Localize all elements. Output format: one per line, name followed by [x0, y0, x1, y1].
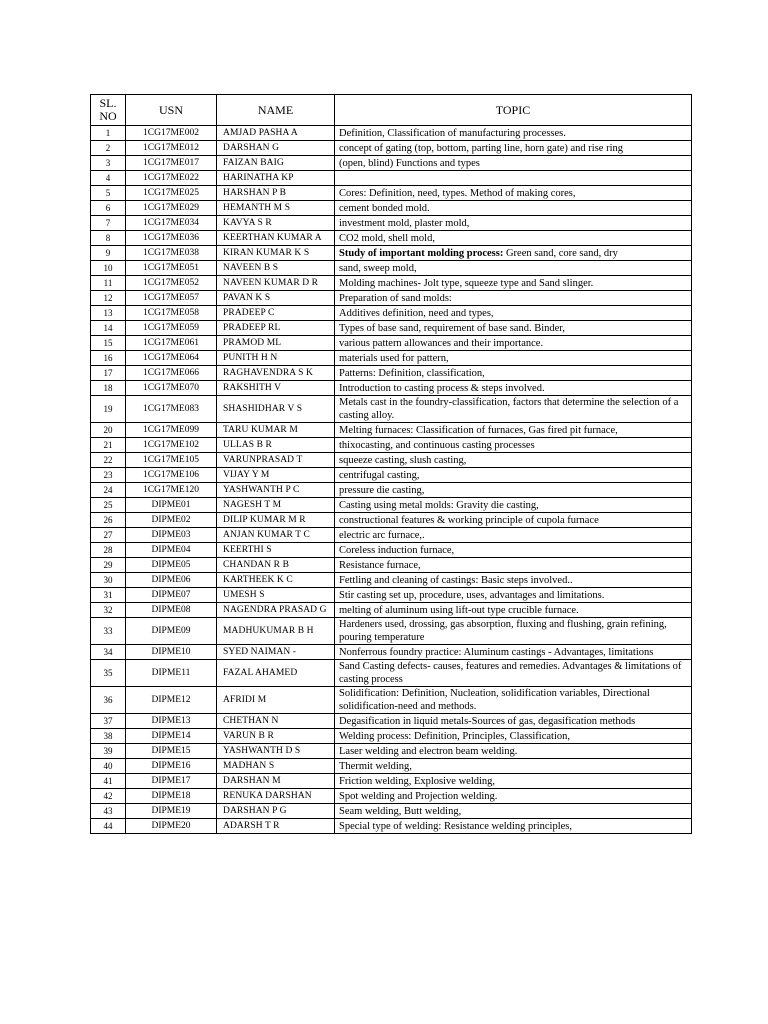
row-usn: 1CG17ME038: [126, 246, 217, 261]
row-topic: [335, 246, 692, 261]
row-name: TARU KUMAR M: [217, 423, 335, 438]
row-topic: melting of aluminum using lift-out type crucible furnace.: [335, 603, 692, 618]
table-row: [91, 645, 692, 660]
row-topic: concept of gating (top, bottom, parting line, horn gate) and rise ring: [335, 141, 692, 156]
row-name: PUNITH H N: [217, 351, 335, 366]
row-name: NAGESH T M: [217, 498, 335, 513]
header-usn: USN: [126, 95, 217, 126]
row-topic: Resistance furnace,: [335, 558, 692, 573]
table-row: [91, 453, 692, 468]
row-topic: cement bonded mold.: [335, 201, 692, 216]
header-topic: TOPIC: [335, 95, 692, 126]
row-topic: Welding process: Definition, Principles, Classification,: [335, 729, 692, 744]
row-sl-no: 6: [91, 201, 126, 216]
row-topic: thixocasting, and continuous casting processes: [335, 438, 692, 453]
row-usn: DIPME12: [126, 687, 217, 714]
row-topic: Special type of welding: Resistance welding principles,: [335, 819, 692, 834]
row-sl-no: 31: [91, 588, 126, 603]
row-sl-no: 1: [91, 126, 126, 141]
row-sl-no: 4: [91, 171, 126, 186]
row-name: KEERTHI S: [217, 543, 335, 558]
table-row: [91, 729, 692, 744]
row-usn: DIPME08: [126, 603, 217, 618]
table-row: [91, 261, 692, 276]
table-row: [91, 804, 692, 819]
row-usn: 1CG17ME099: [126, 423, 217, 438]
row-topic: materials used for pattern,: [335, 351, 692, 366]
row-usn: 1CG17ME057: [126, 291, 217, 306]
row-sl-no: 5: [91, 186, 126, 201]
table-body: [91, 126, 692, 834]
row-usn: 1CG17ME105: [126, 453, 217, 468]
row-name: MADHAN S: [217, 759, 335, 774]
row-name: DARSHAN P G: [217, 804, 335, 819]
table-row: [91, 396, 692, 423]
row-sl-no: 12: [91, 291, 126, 306]
row-name: HARINATHA KP: [217, 171, 335, 186]
table-row: [91, 156, 692, 171]
row-name: CHETHAN N: [217, 714, 335, 729]
table-row: [91, 498, 692, 513]
row-name: DILIP KUMAR M R: [217, 513, 335, 528]
row-sl-no: 28: [91, 543, 126, 558]
table-row: [91, 483, 692, 498]
row-sl-no: 23: [91, 468, 126, 483]
row-topic: electric arc furnace,.: [335, 528, 692, 543]
table-row: [91, 231, 692, 246]
row-usn: 1CG17ME002: [126, 126, 217, 141]
row-topic: Coreless induction furnace,: [335, 543, 692, 558]
row-sl-no: 40: [91, 759, 126, 774]
table-row: [91, 468, 692, 483]
row-sl-no: 22: [91, 453, 126, 468]
row-topic: Definition, Classification of manufacturing processes.: [335, 126, 692, 141]
row-sl-no: 7: [91, 216, 126, 231]
row-usn: DIPME16: [126, 759, 217, 774]
table-row: [91, 321, 692, 336]
row-usn: 1CG17ME064: [126, 351, 217, 366]
row-usn: 1CG17ME066: [126, 366, 217, 381]
row-name: NAGENDRA PRASAD G: [217, 603, 335, 618]
row-sl-no: 37: [91, 714, 126, 729]
table-row: [91, 351, 692, 366]
row-name: KEERTHAN KUMAR A: [217, 231, 335, 246]
row-name: HEMANTH M S: [217, 201, 335, 216]
table-row: [91, 438, 692, 453]
row-name: DARSHAN M: [217, 774, 335, 789]
row-topic: Spot welding and Projection welding.: [335, 789, 692, 804]
row-name: DARSHAN G: [217, 141, 335, 156]
row-topic: Stir casting set up, procedure, uses, advantages and limitations.: [335, 588, 692, 603]
table-row: [91, 186, 692, 201]
row-name: PRAMOD ML: [217, 336, 335, 351]
row-name: KARTHEEK K C: [217, 573, 335, 588]
row-topic: Nonferrous foundry practice: Aluminum castings - Advantages, limitations: [335, 645, 692, 660]
row-usn: DIPME15: [126, 744, 217, 759]
row-topic: Degasification in liquid metals-Sources of gas, degasification methods: [335, 714, 692, 729]
row-name: ULLAS B R: [217, 438, 335, 453]
row-name: RENUKA DARSHAN: [217, 789, 335, 804]
row-sl-no: 16: [91, 351, 126, 366]
row-sl-no: 2: [91, 141, 126, 156]
row-sl-no: 41: [91, 774, 126, 789]
table-row: [91, 789, 692, 804]
table-row: [91, 423, 692, 438]
row-topic: CO2 mold, shell mold,: [335, 231, 692, 246]
table-row: [91, 381, 692, 396]
table-row: [91, 714, 692, 729]
row-topic: Friction welding, Explosive welding,: [335, 774, 692, 789]
row-usn: 1CG17ME070: [126, 381, 217, 396]
table-row: [91, 246, 692, 261]
row-topic: Seam welding, Butt welding,: [335, 804, 692, 819]
row-name: PRADEEP RL: [217, 321, 335, 336]
table-row: [91, 126, 692, 141]
row-usn: 1CG17ME051: [126, 261, 217, 276]
table-row: [91, 201, 692, 216]
row-sl-no: 33: [91, 618, 126, 645]
row-usn: 1CG17ME120: [126, 483, 217, 498]
row-sl-no: 14: [91, 321, 126, 336]
row-topic: Cores: Definition, need, types. Method of making cores,: [335, 186, 692, 201]
row-sl-no: 20: [91, 423, 126, 438]
table-row: [91, 744, 692, 759]
row-name: HARSHAN P B: [217, 186, 335, 201]
table-row: [91, 216, 692, 231]
row-usn: DIPME19: [126, 804, 217, 819]
table-row: [91, 543, 692, 558]
row-sl-no: 36: [91, 687, 126, 714]
row-sl-no: 15: [91, 336, 126, 351]
table-row: [91, 558, 692, 573]
row-name: YASHWANTH P C: [217, 483, 335, 498]
header-name: NAME: [217, 95, 335, 126]
row-sl-no: 38: [91, 729, 126, 744]
row-topic: Introduction to casting process & steps involved.: [335, 381, 692, 396]
table-row: [91, 687, 692, 714]
row-sl-no: 42: [91, 789, 126, 804]
row-usn: DIPME18: [126, 789, 217, 804]
row-usn: DIPME20: [126, 819, 217, 834]
row-topic: (open, blind) Functions and types: [335, 156, 692, 171]
row-topic: Solidification: Definition, Nucleation, solidification variables, Directional solidification-need and methods.: [335, 687, 692, 714]
row-name: KAVYA S R: [217, 216, 335, 231]
table-row: [91, 141, 692, 156]
row-sl-no: 29: [91, 558, 126, 573]
row-name: ADARSH T R: [217, 819, 335, 834]
row-usn: DIPME01: [126, 498, 217, 513]
row-sl-no: 10: [91, 261, 126, 276]
row-sl-no: 19: [91, 396, 126, 423]
row-sl-no: 24: [91, 483, 126, 498]
row-usn: DIPME11: [126, 660, 217, 687]
row-usn: DIPME02: [126, 513, 217, 528]
row-name: AFRIDI M: [217, 687, 335, 714]
row-name: KIRAN KUMAR K S: [217, 246, 335, 261]
row-usn: 1CG17ME106: [126, 468, 217, 483]
row-sl-no: 21: [91, 438, 126, 453]
row-sl-no: 9: [91, 246, 126, 261]
row-sl-no: 8: [91, 231, 126, 246]
row-name: NAVEEN KUMAR D R: [217, 276, 335, 291]
row-name: PRADEEP C: [217, 306, 335, 321]
row-topic-text: Green sand, core sand, dry: [503, 247, 618, 259]
row-topic-bold: Study of important molding process:: [339, 247, 504, 259]
row-usn: DIPME14: [126, 729, 217, 744]
row-usn: DIPME04: [126, 543, 217, 558]
row-topic: squeeze casting, slush casting,: [335, 453, 692, 468]
row-topic: Hardeners used, drossing, gas absorption, fluxing and flushing, grain refining, pouring temperature: [335, 618, 692, 645]
row-name: VARUNPRASAD T: [217, 453, 335, 468]
row-topic: pressure die casting,: [335, 483, 692, 498]
row-name: MADHUKUMAR B H: [217, 618, 335, 645]
table-row: [91, 336, 692, 351]
row-usn: DIPME07: [126, 588, 217, 603]
row-usn: 1CG17ME058: [126, 306, 217, 321]
row-topic: Sand Casting defects- causes, features and remedies. Advantages & limitations of casting process: [335, 660, 692, 687]
row-sl-no: 30: [91, 573, 126, 588]
row-usn: DIPME17: [126, 774, 217, 789]
row-name: VIJAY Y M: [217, 468, 335, 483]
row-sl-no: 39: [91, 744, 126, 759]
row-name: SYED NAIMAN -: [217, 645, 335, 660]
row-sl-no: 25: [91, 498, 126, 513]
row-usn: 1CG17ME052: [126, 276, 217, 291]
row-name: CHANDAN R B: [217, 558, 335, 573]
row-usn: DIPME10: [126, 645, 217, 660]
row-usn: DIPME03: [126, 528, 217, 543]
row-sl-no: 32: [91, 603, 126, 618]
table-row: [91, 306, 692, 321]
table-row: [91, 528, 692, 543]
row-topic: [335, 171, 692, 186]
row-name: FAZAL AHAMED: [217, 660, 335, 687]
row-name: NAVEEN B S: [217, 261, 335, 276]
row-usn: 1CG17ME059: [126, 321, 217, 336]
row-topic: Laser welding and electron beam welding.: [335, 744, 692, 759]
row-usn: 1CG17ME061: [126, 336, 217, 351]
topic-allocation-table: [90, 94, 692, 834]
table-row: [91, 573, 692, 588]
row-usn: DIPME06: [126, 573, 217, 588]
row-topic: Patterns: Definition, classification,: [335, 366, 692, 381]
row-usn: 1CG17ME012: [126, 141, 217, 156]
table-row: [91, 759, 692, 774]
row-name: SHASHIDHAR V S: [217, 396, 335, 423]
table-row: [91, 618, 692, 645]
row-topic: Metals cast in the foundry-classification, factors that determine the selection of a casting alloy.: [335, 396, 692, 423]
table-row: [91, 819, 692, 834]
row-usn: DIPME13: [126, 714, 217, 729]
row-topic: investment mold, plaster mold,: [335, 216, 692, 231]
row-usn: 1CG17ME025: [126, 186, 217, 201]
row-sl-no: 11: [91, 276, 126, 291]
table-row: [91, 366, 692, 381]
row-name: ANJAN KUMAR T C: [217, 528, 335, 543]
header-row: [91, 95, 692, 126]
row-name: RAGHAVENDRA S K: [217, 366, 335, 381]
table-row: [91, 774, 692, 789]
row-sl-no: 18: [91, 381, 126, 396]
row-usn: 1CG17ME029: [126, 201, 217, 216]
row-topic: Preparation of sand molds:: [335, 291, 692, 306]
row-topic: Types of base sand, requirement of base sand. Binder,: [335, 321, 692, 336]
row-usn: 1CG17ME022: [126, 171, 217, 186]
table-row: [91, 276, 692, 291]
row-name: FAIZAN BAIG: [217, 156, 335, 171]
row-topic: Fettling and cleaning of castings: Basic steps involved..: [335, 573, 692, 588]
table-row: [91, 291, 692, 306]
row-sl-no: 44: [91, 819, 126, 834]
row-sl-no: 13: [91, 306, 126, 321]
row-sl-no: 27: [91, 528, 126, 543]
table-row: [91, 603, 692, 618]
row-name: PAVAN K S: [217, 291, 335, 306]
row-usn: DIPME05: [126, 558, 217, 573]
row-name: YASHWANTH D S: [217, 744, 335, 759]
row-name: RAKSHITH V: [217, 381, 335, 396]
table-row: [91, 588, 692, 603]
row-sl-no: 43: [91, 804, 126, 819]
row-usn: 1CG17ME083: [126, 396, 217, 423]
row-usn: 1CG17ME017: [126, 156, 217, 171]
row-usn: 1CG17ME034: [126, 216, 217, 231]
row-name: VARUN B R: [217, 729, 335, 744]
table-row: [91, 513, 692, 528]
row-topic: Thermit welding,: [335, 759, 692, 774]
header-sl-no: SL. NO: [91, 95, 126, 126]
row-topic: sand, sweep mold,: [335, 261, 692, 276]
row-topic: constructional features & working principle of cupola furnace: [335, 513, 692, 528]
row-usn: 1CG17ME036: [126, 231, 217, 246]
table-row: [91, 660, 692, 687]
row-sl-no: 3: [91, 156, 126, 171]
row-name: AMJAD PASHA A: [217, 126, 335, 141]
row-usn: DIPME09: [126, 618, 217, 645]
row-name: UMESH S: [217, 588, 335, 603]
row-sl-no: 17: [91, 366, 126, 381]
row-sl-no: 35: [91, 660, 126, 687]
row-topic: Molding machines- Jolt type, squeeze type and Sand slinger.: [335, 276, 692, 291]
row-sl-no: 34: [91, 645, 126, 660]
row-topic: centrifugal casting,: [335, 468, 692, 483]
row-topic: Melting furnaces: Classification of furnaces, Gas fired pit furnace,: [335, 423, 692, 438]
row-topic: Additives definition, need and types,: [335, 306, 692, 321]
row-topic: various pattern allowances and their importance.: [335, 336, 692, 351]
row-sl-no: 26: [91, 513, 126, 528]
row-usn: 1CG17ME102: [126, 438, 217, 453]
row-topic: Casting using metal molds: Gravity die casting,: [335, 498, 692, 513]
table-row: [91, 171, 692, 186]
